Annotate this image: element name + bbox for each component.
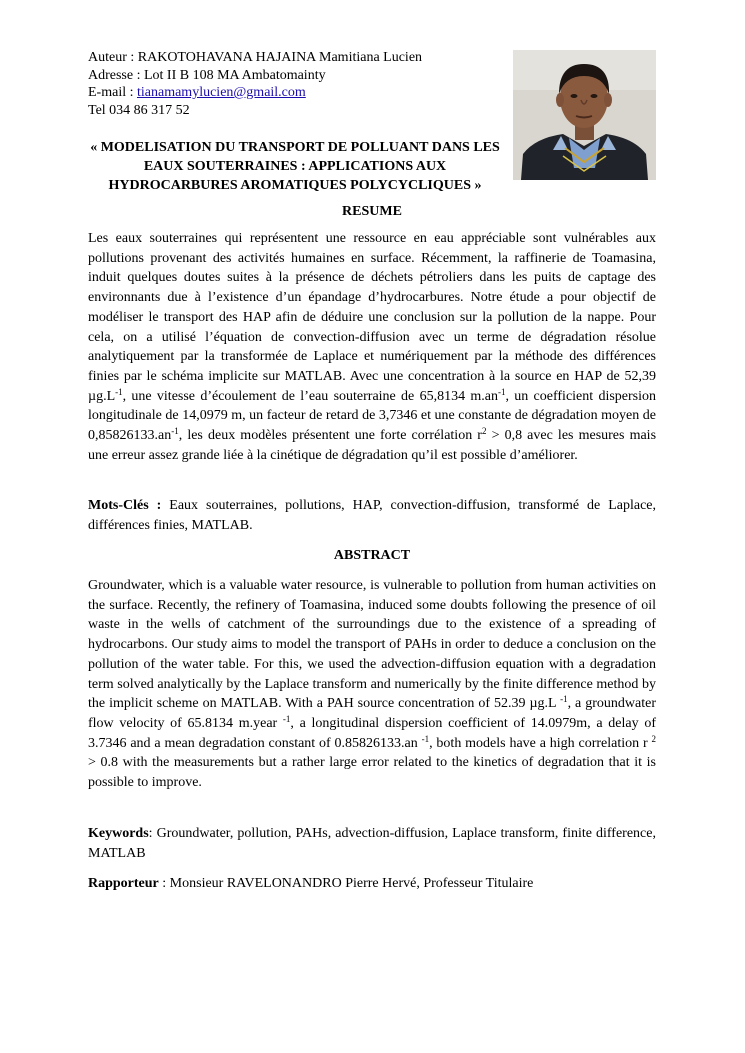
abstract-sup-1: -1	[560, 694, 568, 705]
resume-heading: RESUME	[342, 204, 402, 219]
abstract-paragraph	[88, 576, 656, 793]
abstract-sup-3: -1	[421, 733, 430, 744]
resume-sup-3: -1	[171, 426, 179, 437]
resume-paragraph	[88, 229, 656, 465]
abstract-text-4: , both models have a high correlation r	[429, 735, 652, 751]
resume-keywords-text: Eaux souterraines, pollutions, HAP, convection-diffusion, transformé de Laplace, différences finies, MATLAB.	[88, 498, 657, 533]
author-address: Adresse : Lot II B 108 MA Ambatomainty	[88, 67, 326, 83]
document-title: « MODELISATION DU TRANSPORT DE POLLUANT DANS LES EAUX SOUTERRAINES : APPLICATIONS AUX HYDROCARBURES AROMATIQUES POLYCYCLIQUES »	[90, 140, 500, 193]
email-link[interactable]: tianamamylucien@gmail.com	[137, 85, 306, 100]
resume-text-2: , une vitesse d’écoulement de l’eau souterraine de 65,8134 m.an	[122, 388, 498, 404]
author-portrait-image	[513, 50, 656, 180]
resume-sup-1: -1	[115, 386, 123, 397]
abstract-keywords	[88, 824, 656, 863]
author-info	[88, 49, 498, 119]
abstract-heading: ABSTRACT	[333, 548, 411, 563]
abstract-sup-2: -1	[282, 713, 291, 724]
abstract-keywords-text: : Groundwater, pollution, PAHs, advection-diffusion, Laplace transform, finite difference, MATLAB	[88, 826, 656, 861]
resume-text-3: , un coefficient dispersion longitudinale de 14,0979 m, un facteur de retard de 3,7346 et une constante de dégradation moyen de 0,85826133.an	[88, 388, 656, 444]
author-email-line	[88, 84, 498, 102]
rapporteur-line	[88, 874, 656, 893]
rapporteur-label: Rapporteur	[88, 876, 159, 891]
author-name: Auteur : RAKOTOHAVANA HAJAINA Mamitiana Lucien	[88, 50, 423, 65]
rapporteur-value: : Monsieur RAVELONANDRO Pierre Hervé, Professeur Titulaire	[158, 876, 534, 891]
author-phone: Tel 034 86 317 52	[88, 102, 190, 118]
resume-sup-4: 2	[481, 426, 487, 437]
resume-sup-2: -1	[497, 386, 506, 397]
abstract-sup-4: 2	[651, 733, 656, 744]
abstract-text-3: , a longitudinal dispersion coefficient of 14.0979m, a delay of 3.7346 and a mean degradation constant of 0.85826133.an	[88, 715, 656, 751]
author-photo	[513, 50, 656, 180]
resume-text-4: , les deux modèles présentent une forte corrélation r	[178, 428, 482, 444]
resume-text-5: > 0,8 avec les mesures mais une erreur assez grande liée à la cinétique de dégradation qu’il est possible d’améliorer.	[88, 428, 657, 463]
abstract-text-1: Groundwater, which is a valuable water resource, is vulnerable to pollution from human activities on the surface. Recently, the refinery of Toamasina, induced some doubts following the presence of oil waste in the wells of catchment of the surroundings due to the existence of a spreading of hydrocarbons. Our study aims to model the transport of PAHs in order to deduce a conclusion on the pollution of the water table. For this, we used the advection-diffusion equation with a degradation term solved analytically by the Laplace transform and numerically by the finite difference method by the implicit scheme on MATLAB. With a PAH source concentration of 52.39 µg.L	[88, 578, 656, 712]
abstract-text-5: > 0.8 with the measurements but a rather large error related to the kinetics of degradation that it is possible to improve.	[88, 755, 656, 791]
resume-text-1: Les eaux souterraines qui représentent une ressource en eau appréciable sont vulnérables aux pollutions provenant des activités humaines en surface. Récemment, la raffinerie de Toamasina, induit quelques doutes suites à la présence de déchets pétroliers dans les puits de captage des environnants due à l’existence d’un épandage d’hydrocarbures. Notre étude a pour objectif de modéliser le transport des HAP afin de déduire une conclusion sur la pollution de la nappe. Pour cela, on a utilisé l’équation de convection-diffusion avec un terme de dégradation résolue analytiquement par la transformée de Laplace et numériquement par la méthode des différences finies par le schéma implicite sur MATLAB. Avec une concentration à la source en HAP de 52,39 µg.L	[88, 231, 656, 404]
abstract-keywords-label: Keywords	[88, 826, 149, 841]
email-label: E-mail :	[88, 85, 137, 100]
abstract-text-2: , a groundwater flow velocity of 65.8134 m.year	[88, 696, 657, 731]
resume-keywords	[88, 496, 656, 535]
resume-keywords-label: Mots-Clés :	[88, 498, 162, 513]
